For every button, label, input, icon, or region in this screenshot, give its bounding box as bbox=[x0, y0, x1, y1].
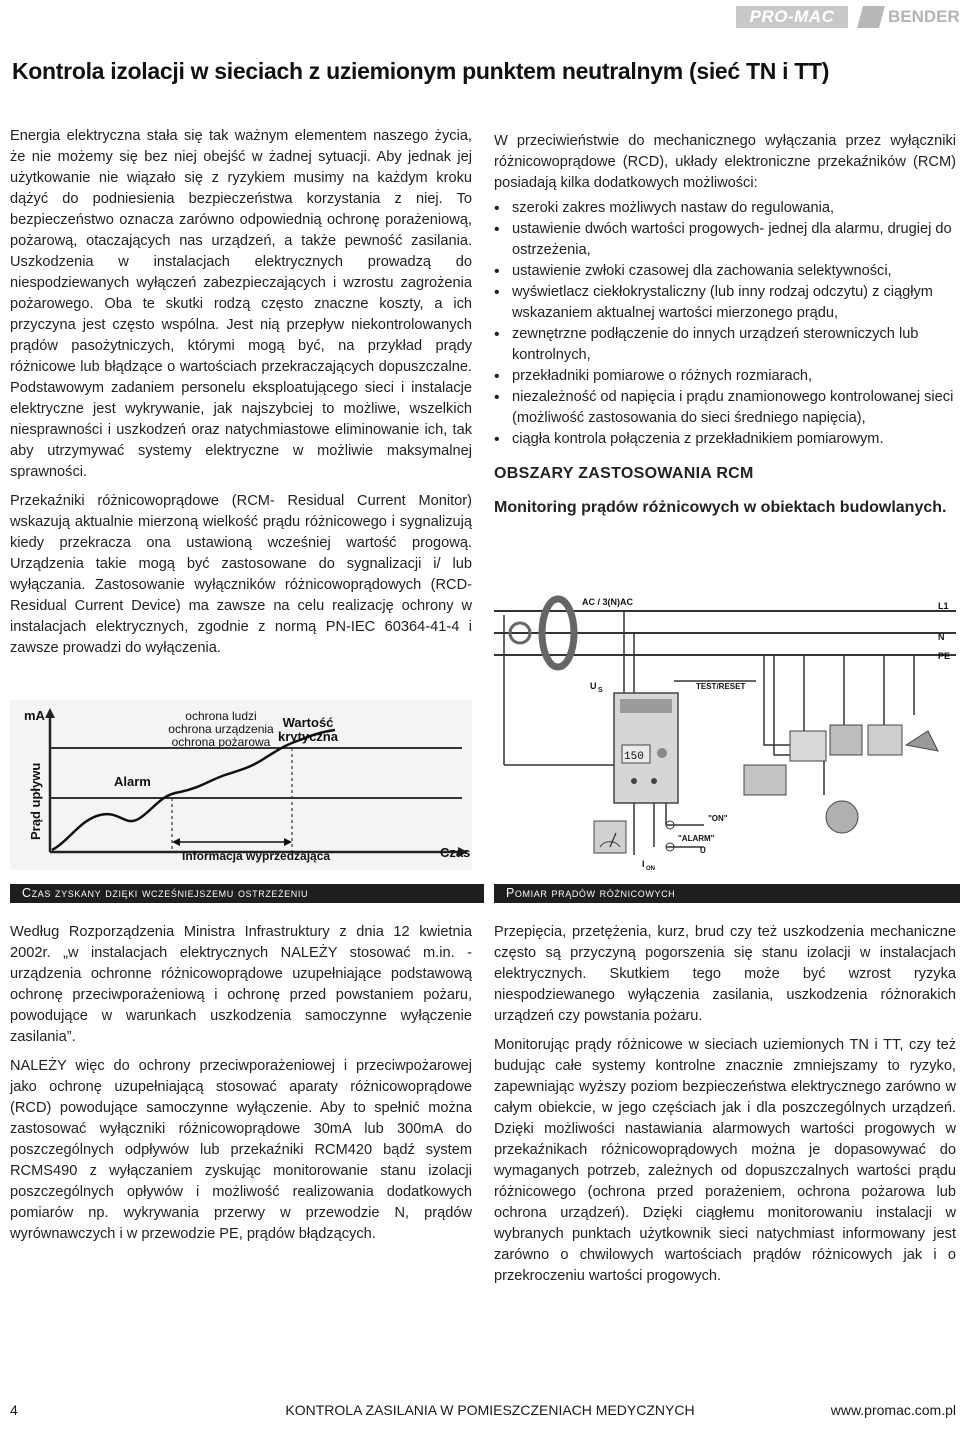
n-label: N bbox=[938, 632, 945, 642]
load-icon bbox=[868, 725, 902, 755]
u-label: U bbox=[700, 846, 706, 855]
device-display: 150 bbox=[624, 751, 644, 763]
right-intro: W przeciwieństwie do mechanicznego wyłączania przez wyłączniki różnicowoprądowe (RCD), układy elektroniczne przekaźników (RCM) posiadają kilka dodatkowych możliwości: bbox=[494, 133, 956, 191]
critical-value-label-2: krytyczna bbox=[278, 729, 338, 744]
bottom-left-paragraph-1: Według Rozporządzenia Ministra Infrastruktury z dnia 12 kwietnia 2002r. „w instalacjach elektrycznych NALEŻY stosować m.in. - urządzenia ochronne różnicowoprądowe uzupełniające podstawową ochronę przeciwporażeniową i ochronę przed powstaniem pożaru, powodujące w warunkach uszkodzenia samoczynne wyłączenie zasilania”. bbox=[10, 924, 472, 1045]
l1-label: L1 bbox=[938, 601, 949, 611]
list-item: • wyświetlacz ciekłokrystaliczny (lub inny rodzaj odczytu) z ciągłym wskazaniem aktualnej wartości mierzonego prądu, bbox=[494, 282, 956, 324]
ac-label: AC / 3(N)AC bbox=[582, 597, 633, 607]
us-label: U bbox=[590, 681, 597, 691]
alarm-output-label: "ALARM" bbox=[678, 834, 715, 843]
load-icon bbox=[830, 725, 862, 755]
motor-icon bbox=[826, 801, 858, 833]
y-unit-label: mA bbox=[24, 708, 45, 723]
alarm-label: Alarm bbox=[114, 774, 151, 789]
footer-url: www.promac.com.pl bbox=[830, 1402, 956, 1418]
promac-logo: PRO-MAC bbox=[736, 6, 848, 28]
pe-label: PE bbox=[938, 651, 951, 661]
pc-icon bbox=[744, 765, 786, 795]
caption-left: Czas zyskany dzięki wcześniejszemu ostrzeżeniu bbox=[10, 884, 484, 903]
legend-line-1: ochrona ludzi bbox=[185, 709, 257, 723]
list-item: • niezależność od napięcia i prądu znamionowego kontrolowanej sieci (możliwość zastosowania do sieci średniego napięcia), bbox=[494, 387, 956, 429]
us-subscript: S bbox=[598, 687, 603, 694]
right-column bbox=[494, 131, 956, 518]
bottom-right-column bbox=[494, 922, 956, 1295]
list-item: • ciągła kontrola połączenia z przekładnikiem pomiarowym. bbox=[494, 429, 956, 450]
bender-logo-mark bbox=[857, 6, 885, 28]
list-item: • szeroki zakres możliwych nastaw do regulowania, bbox=[494, 198, 956, 219]
test-reset-label: TEST/RESET bbox=[696, 682, 746, 691]
page-title: Kontrola izolacji w sieciach z uziemionym punktem neutralnym (sieć TN i TT) bbox=[12, 58, 830, 84]
warning-info-label: Informacja wyprzedzająca bbox=[182, 849, 331, 863]
footer-section-title: KONTROLA ZASILANIA W POMIESZCZENIACH MEDYCZNYCH bbox=[285, 1402, 695, 1418]
bottom-left-paragraph-2: NALEŻY więc do ochrony przeciwporażeniowej i przeciwpożarowej jako ochronę uzupełniającą stosować aparaty różnicowoprądowe (RCD) powodujące samoczynne wyłączenie. Aby to spełnić można zastosować wyłączniki różnicowoprądowe 30mA lub 300mA do poszczególnych odpływów lub przekaźniki RCM420 bądź system RCMS490 z wyłączaniem zyskując monitorowanie stanu izolacji poszczególnych opływów i możliwość realizowania dodatkowych pomiarów np. wykrywania przerwy w przewodzie N, prądów wyrównawczych i w przewodzie PE, prądów błądzących. bbox=[10, 1058, 472, 1242]
bottom-right-paragraph-2: Monitorując prądy różnicowe w sieciach uziemionych TN i TT, czy też budując całe systemy kontrolne znacznie zmniejszamy to ryzyko, zapewniając wyższy poziom bezpieczeństwa elektrycznego zarówno w całym obiekcie, w jego częściach jak i dla poszczególnych urządzeń. Dzięki możliwości nastawiania alarmowych wartości progowych w przekaźnikach różnicowoprądowych można je dopasowywać do wymaganych potrzeb, zależnych od dopuszczalnych wartości prądu różnicowego (ochrona przed porażeniem, ochrona pożarowa lub ochrona urządzeń). Dzięki ciągłemu monitorowaniu instalacji w wybranych punktach użytkownik sieci natychmiast informowany jest zarówno o chwilowych wartościach prądów różnicowych jak i o przekroczeniu wartości progowych. bbox=[494, 1037, 956, 1284]
ion-subscript: ON bbox=[646, 866, 655, 872]
list-item: • ustawienie dwóch wartości progowych- jednej dla alarmu, drugiej do ostrzeżenia, bbox=[494, 219, 956, 261]
analog-meter bbox=[594, 821, 626, 853]
legend-line-2: ochrona urządzenia bbox=[168, 722, 274, 736]
bottom-left-column bbox=[10, 922, 472, 1253]
section-heading-obszary: OBSZARY ZASTOSOWANIA RCM bbox=[494, 465, 754, 482]
list-item: • przekładniki pomiarowe o różnych rozmiarach, bbox=[494, 366, 956, 387]
bender-logo: BENDER bbox=[888, 7, 960, 26]
feature-list bbox=[494, 198, 956, 450]
ion-label: I bbox=[642, 859, 645, 869]
leakage-current-diagram bbox=[10, 700, 472, 870]
bottom-right-paragraph-1: Przepięcia, przetężenia, kurz, brud czy też uszkodzenia mechaniczne często są przyczyną pogorszenia się stanu izolacji w instalacjach elektrycznych. Skutkiem tego może być wzrost ryzyka niespodziewanego wyłączenia zasilania, uszkodzenia różnorakich urządzeń czy powstania pożaru. bbox=[494, 924, 956, 1024]
x-axis-label: Czas bbox=[440, 845, 471, 860]
list-item: • ustawienie zwłoki czasowej dla zachowania selektywności, bbox=[494, 261, 956, 282]
legend-line-3: ochrona pożarowa bbox=[171, 735, 271, 749]
left-column bbox=[10, 126, 472, 667]
page-number: 4 bbox=[10, 1402, 18, 1418]
left-paragraph-1: Energia elektryczna stała się tak ważnym elementem naszego życia, że nie możemy się bez niej obejść w żadnej sytuacji. Aby jednak jej użytkowanie nie wiązało się z ryzykiem musimy na każdym kroku dążyć do podniesienia bezpieczeństwa korzystania z niej. To bezpieczeństwo oznacza zarówno odpowiednią ochronę porażeniową, pożarową, otaczających nas urządzeń, a także pewność zasilania. Uszkodzenia w instalacjach elektrycznych prowadzą do niespodziewanych wyłączeń zabezpieczających i wzrostu zagrożenia pożarowego. Oba te skutki rodzą często znaczne koszty, a ich przyczyna jest często wspólna. Jest nią przepływ niekontrolowanych prądów pasożytniczych, którymi mogą być, na przykład prądy różnicowe lub błądzące o wartościach przekraczających dopuszczalne. Podstawowym zadaniem personelu eksploatującego sieci i instalacje elektryczne jest wykrywanie, jak najszybciej to możliwe, wszelkich niesprawności i uszkodzeń oraz natychmiastowe eliminowanie ich, tak aby utrzymywać systemy elektryczne w możliwie maksymalnej sprawności. bbox=[10, 128, 472, 480]
list-item: • zewnętrzne podłączenie do innych urządzeń sterowniczych lub kontrolnych, bbox=[494, 324, 956, 366]
load-icon bbox=[790, 731, 826, 761]
on-label: "ON" bbox=[708, 814, 728, 823]
critical-value-label: Wartość bbox=[282, 715, 334, 730]
section-heading-monitoring: Monitoring prądów różnicowych w obiektach budowlanych. bbox=[494, 499, 947, 516]
caption-right: Pomiar prądów różnicowych bbox=[494, 884, 960, 903]
y-axis-label: Prąd upływu bbox=[28, 762, 43, 840]
left-paragraph-2: Przekaźniki różnicowoprądowe (RCM- Residual Current Monitor) wskazują aktualnie mierzoną wielkość prądu różnicowego i sygnalizują kiedy przekracza ona ustawioną wcześniej wartość progową. Urządzenia takie mogą być zastosowane do sygnalizacji i/ lub wyłączania. Zastosowanie wyłączników różnicowoprądowych (RCD- Residual Current Device) ma zawsze na celu realizację ochrony w instalacjach elektrycznych, zgodnie z normą PN-IEC 60364-41-4 i zawsze prowadzi do wyłączenia. bbox=[10, 493, 472, 656]
rcm-wiring-diagram bbox=[494, 585, 956, 875]
